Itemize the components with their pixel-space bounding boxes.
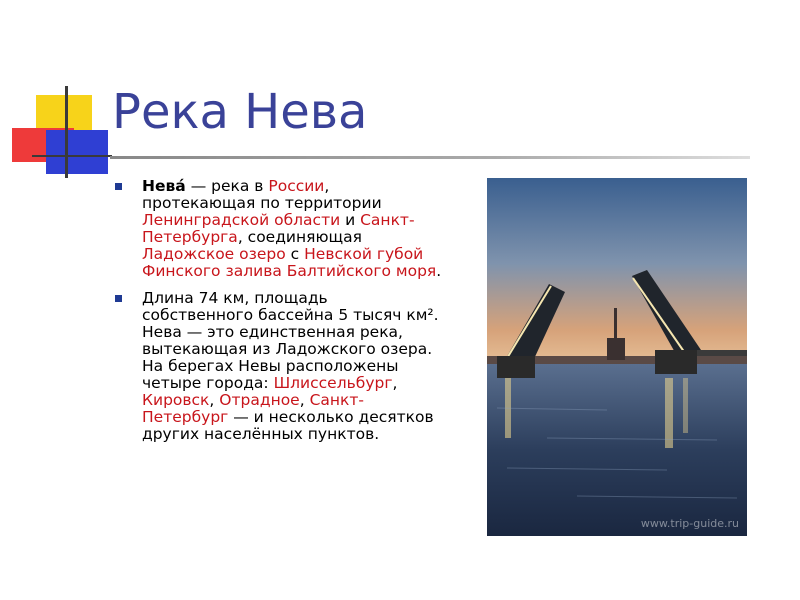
wiki-link[interactable]: Финского залива	[142, 262, 282, 280]
decor-vertical-line	[65, 86, 68, 178]
wiki-link[interactable]: Ленинградской области	[142, 211, 341, 229]
wiki-link[interactable]: Санкт-Петербург	[142, 391, 365, 426]
wiki-link[interactable]: Балтийского моря	[286, 262, 437, 280]
bullet-text-fragment: , соединяющая	[237, 228, 362, 246]
wiki-link[interactable]: Санкт-Петербурга	[142, 211, 415, 246]
bullet-item	[112, 178, 442, 280]
bullet-list	[112, 178, 442, 453]
wiki-link[interactable]: Отрадное	[219, 391, 300, 409]
bullet-text-fragment: с	[285, 245, 305, 263]
bullet-text-fragment: — и несколько десятков других населённых пунктов.	[142, 408, 434, 443]
photo-neva-bridge	[487, 178, 747, 536]
photo-watermark: www.trip-guide.ru	[640, 517, 739, 530]
wiki-link[interactable]: Кировск	[142, 391, 210, 409]
bullet-text-fragment: и	[340, 211, 361, 229]
wiki-link[interactable]: России	[268, 177, 325, 195]
bullet-text-fragment: , протекающая по территории	[142, 177, 382, 212]
wiki-link[interactable]: Шлиссельбург	[273, 374, 393, 392]
bullet-text-fragment: Нева́	[142, 177, 186, 195]
bullet-text-fragment: Длина 74 км, площадь собственного бассейна 5 тысяч км². Нева — это единственная река, вытекающая из Ладожского озера. На берегах Невы расположены четыре города:	[142, 289, 439, 392]
bullet-text-fragment: ,	[209, 391, 220, 409]
decor-horizontal-line	[32, 155, 112, 157]
bullet-square-icon	[115, 295, 122, 302]
title-underline	[110, 156, 750, 159]
bullet-text-1	[142, 177, 441, 280]
bullet-item	[112, 290, 442, 443]
bullet-text-fragment: ,	[299, 391, 310, 409]
bullet-text-fragment: ,	[392, 374, 398, 392]
bullet-text-fragment: — река в	[185, 177, 269, 195]
wiki-link[interactable]: Ладожское озеро	[142, 245, 286, 263]
bridge-photo-illustration	[487, 178, 747, 536]
decor-blue-square	[46, 130, 108, 174]
slide-title: Река Нева	[112, 84, 368, 140]
bullet-text-2	[142, 289, 439, 443]
bullet-text-fragment: .	[436, 262, 442, 280]
bullet-square-icon	[115, 183, 122, 190]
wiki-link[interactable]: Невской губой	[304, 245, 424, 263]
